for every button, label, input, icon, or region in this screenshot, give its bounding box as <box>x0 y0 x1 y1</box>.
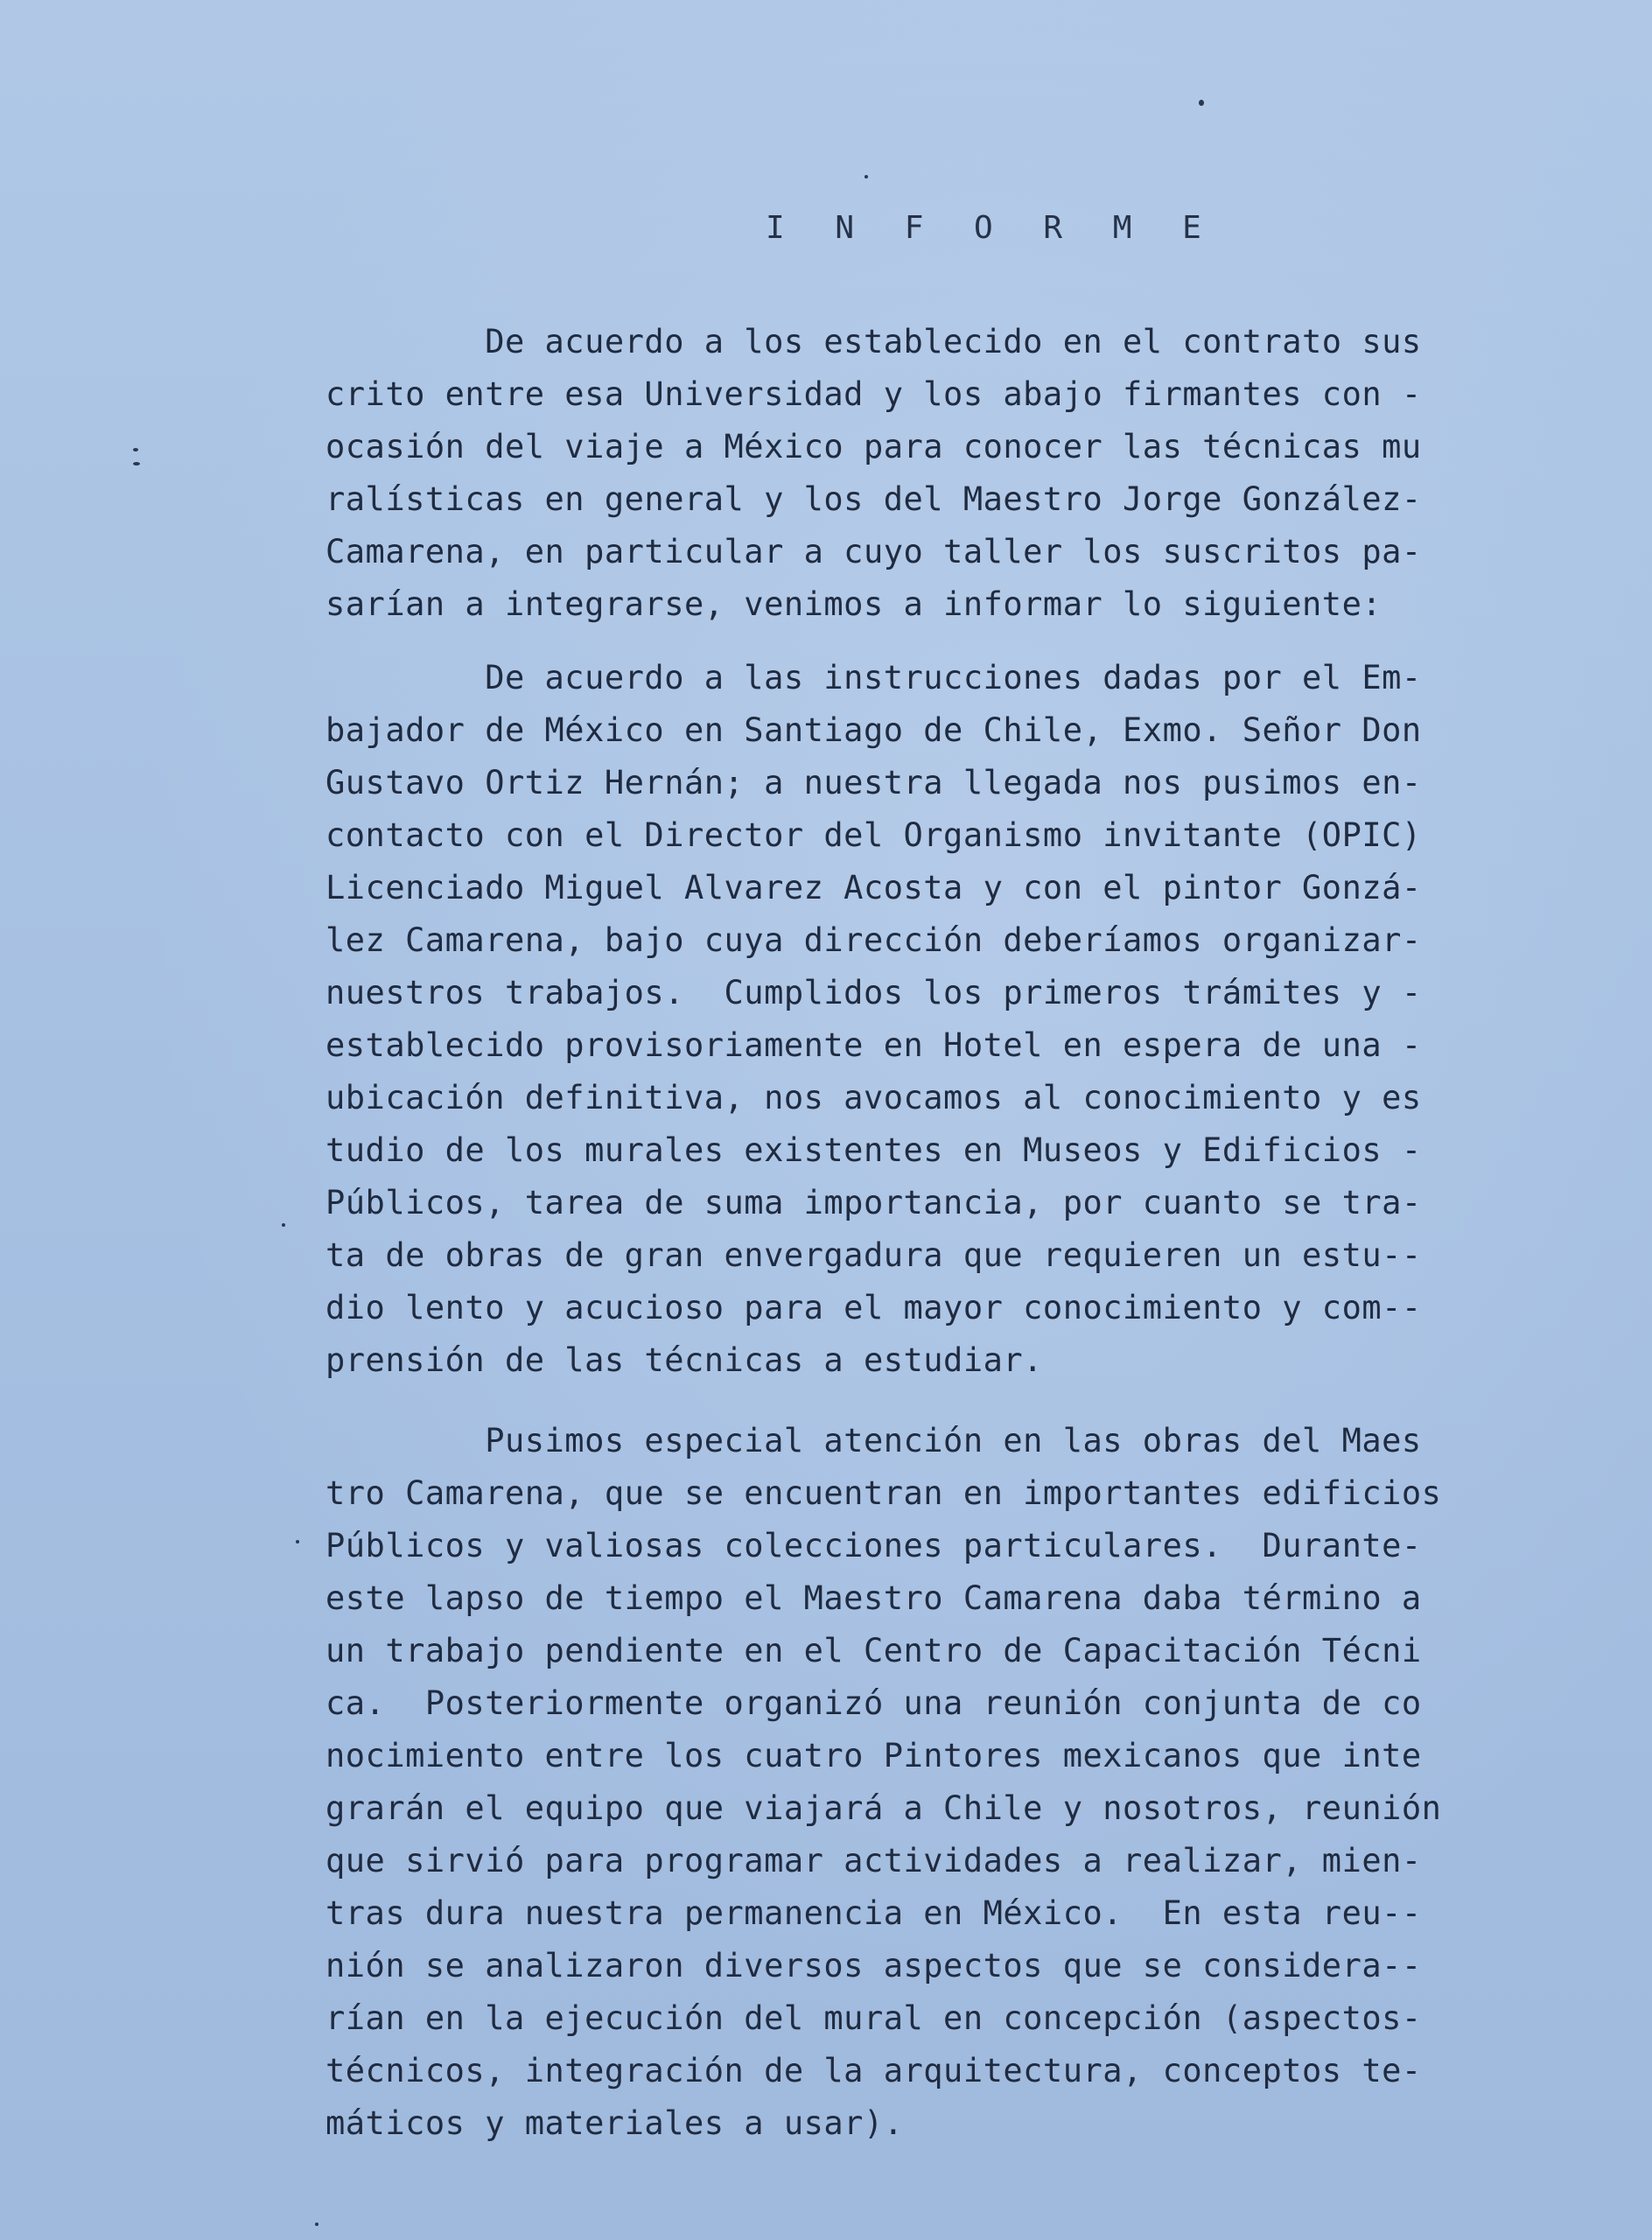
text-line: nuestros trabajos. Cumplidos los primeros trámites y - <box>326 974 1422 1012</box>
text-line: contacto con el Director del Organismo invitante (OPIC) <box>326 816 1422 854</box>
text-line: máticos y materiales a usar). <box>326 2104 904 2142</box>
text-line: ubicación definitiva, nos avocamos al conocimiento y es <box>326 1079 1422 1116</box>
text-line: que sirvió para programar actividades a realizar, mien- <box>326 1842 1422 1880</box>
text-line: grarán el equipo que viajará a Chile y nosotros, reunión <box>326 1789 1442 1827</box>
text-line: ta de obras de gran envergadura que requieren un estu-- <box>326 1236 1422 1274</box>
text-line: De acuerdo a las instrucciones dadas por el Em- <box>326 659 1422 696</box>
text-line: tro Camarena, que se encuentran en importantes edificios <box>326 1474 1442 1512</box>
text-line: sarían a integrarse, venimos a informar lo siguiente: <box>326 585 1382 623</box>
ink-speck <box>315 2222 318 2226</box>
text-line: Pusimos especial atención en las obras del Maes <box>326 1422 1422 1460</box>
text-line: nión se analizaron diversos aspectos que se considera-- <box>326 1947 1422 1984</box>
text-line: ralísticas en general y los del Maestro Jorge González- <box>326 480 1422 518</box>
ink-speck <box>133 448 138 452</box>
text-line: dio lento y acucioso para el mayor conocimiento y com-- <box>326 1289 1422 1326</box>
text-line: establecido provisoriamente en Hotel en espera de una - <box>326 1026 1422 1064</box>
ink-speck <box>1199 100 1204 106</box>
text-line: nocimiento entre los cuatro Pintores mexicanos que inte <box>326 1737 1422 1774</box>
ink-speck <box>296 1540 299 1544</box>
text-line: tras dura nuestra permanencia en México. En esta reu-- <box>326 1894 1422 1932</box>
text-line: Camarena, en particular a cuyo taller los suscritos pa- <box>326 533 1422 570</box>
text-line: bajador de México en Santiago de Chile, Exmo. Señor Don <box>326 711 1422 749</box>
ink-speck <box>282 1223 285 1227</box>
text-line: tudio de los murales existentes en Museos y Edificios - <box>326 1131 1422 1169</box>
text-line: Públicos, tarea de suma importancia, por cuanto se tra- <box>326 1184 1422 1222</box>
text-line: lez Camarena, bajo cuya dirección deberíamos organizar- <box>326 921 1422 959</box>
text-line: rían en la ejecución del mural en concepción (aspectos- <box>326 1999 1422 2037</box>
text-line: Gustavo Ortiz Hernán; a nuestra llegada nos pusimos en- <box>326 764 1422 802</box>
text-line: Licenciado Miguel Alvarez Acosta y con el pintor Gonzá- <box>326 869 1422 906</box>
text-line: ca. Posteriormente organizó una reunión conjunta de co <box>326 1684 1422 1722</box>
ink-speck <box>864 175 868 178</box>
text-line: De acuerdo a los establecido en el contrato sus <box>326 323 1422 360</box>
text-line: ocasión del viaje a México para conocer las técnicas mu <box>326 428 1422 466</box>
ink-speck <box>133 462 140 466</box>
document-title: I N F O R M E <box>766 210 1217 246</box>
text-line: este lapso de tiempo el Maestro Camarena daba término a <box>326 1579 1422 1617</box>
text-line: un trabajo pendiente en el Centro de Capacitación Técni <box>326 1632 1422 1670</box>
text-line: prensión de las técnicas a estudiar. <box>326 1341 1043 1379</box>
text-line: técnicos, integración de la arquitectura, conceptos te- <box>326 2052 1422 2090</box>
text-line: crito entre esa Universidad y los abajo firmantes con - <box>326 375 1422 413</box>
text-line: Públicos y valiosas colecciones particulares. Durante- <box>326 1527 1422 1564</box>
